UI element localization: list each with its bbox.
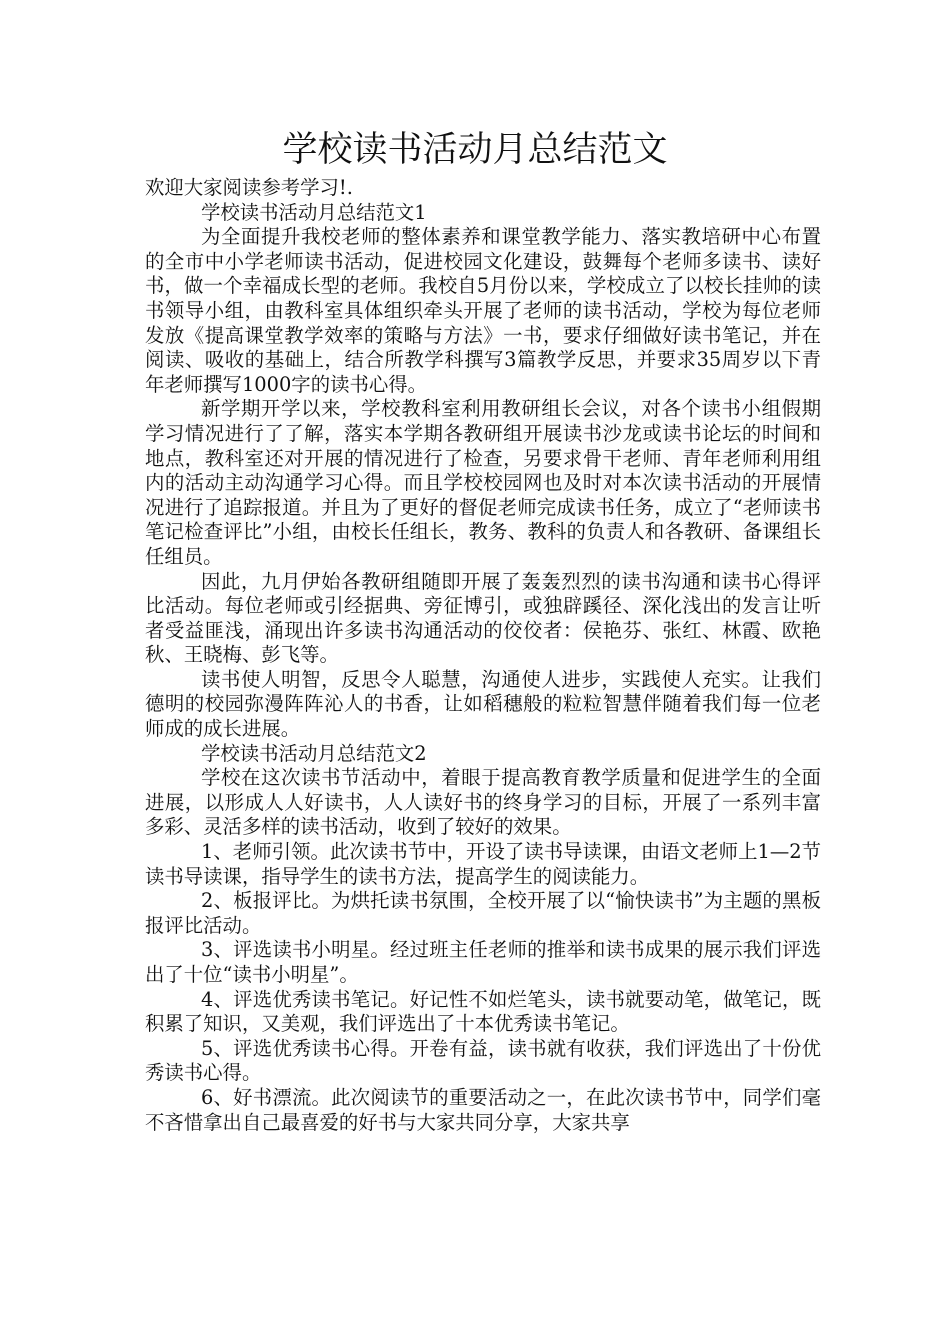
list-item: 4、评选优秀读书笔记。好记性不如烂笔头，读书就要动笔，做笔记，既积累了知识，又美观，我们评选出了十本优秀读书笔记。: [145, 987, 821, 1036]
list-item: 6、好书漂流。此次阅读节的重要活动之一，在此次读书节中，同学们毫不吝惜拿出自己最喜爱的好书与大家共同分享，大家共享: [145, 1085, 821, 1134]
intro-line: 欢迎大家阅读参考学习!.: [145, 176, 353, 199]
list-item: 5、评选优秀读书心得。开卷有益，读书就有收获，我们评选出了十份优秀读书心得。: [145, 1036, 821, 1085]
body-paragraph: 因此，九月伊始各教研组随即开展了轰轰烈烈的读书沟通和读书心得评比活动。每位老师或引经据典、旁征博引，或独辟蹊径、深化浅出的发言让听者受益匪浅，涌现出许多读书沟通活动的佼佼者：侯艳芬、张红、林霞、欧艳秋、王晓梅、彭飞等。: [145, 569, 821, 667]
section-heading-1: 学校读书活动月总结范文1: [201, 200, 427, 224]
body-paragraph: 为全面提升我校老师的整体素养和课堂教学能力、落实教培研中心布置的全市中小学老师读书活动，促进校园文化建设，鼓舞每个老师多读书、读好书，做一个幸福成长型的老师。我校自5月份以来，学校成立了以校长挂帅的读书领导小组，由教科室具体组织牵头开展了老师的读书活动，学校为每位老师发放《提高课堂教学效率的策略与方法》一书，要求仔细做好读书笔记，并在阅读、吸收的基础上，结合所教学科撰写3篇教学反思，并要求35周岁以下青年老师撰写1000字的读书心得。: [145, 225, 821, 396]
body-paragraph: 学校在这次读书节活动中，着眼于提高教育教学质量和促进学生的全面进展，以形成人人好读书，人人读好书的终身学习的目标，开展了一系列丰富多彩、灵活多样的读书活动，收到了较好的效果。: [145, 766, 821, 839]
body-paragraph: 读书使人明智，反思令人聪慧，沟通使人进步，实践使人充实。让我们德明的校园弥漫阵阵沁人的书香，让如稻穗般的粒粒智慧伴随着我们每一位老师成的成长进展。: [145, 667, 821, 741]
body-paragraph: 新学期开学以来，学校教科室利用教研组长会议，对各个读书小组假期学习情况进行了了解，落实本学期各教研组开展读书沙龙或读书论坛的时间和地点，教科室还对开展的情况进行了检查，另要求骨干老师、青年老师利用组内的活动主动沟通学习心得。而且学校校园网也及时对本次读书活动的开展情况进行了追踪报道。并且为了更好的督促老师完成读书任务，成立了“老师读书笔记检查评比”小组，由校长任组长，教务、教科的负责人和各教研、备课组长任组员。: [145, 397, 821, 568]
section-heading-2: 学校读书活动月总结范文2: [201, 741, 427, 765]
list-item: 3、评选读书小明星。经过班主任老师的推举和读书成果的展示我们评选出了十位“读书小明星”。: [145, 938, 821, 986]
list-item: 2、板报评比。为烘托读书氛围，全校开展了以“愉快读书”为主题的黑板报评比活动。: [145, 889, 821, 937]
document-title: 学校读书活动月总结范文: [282, 130, 668, 170]
document-body: [145, 176, 821, 1135]
list-item: 1、老师引领。此次读书节中，开设了读书导读课，由语文老师上1—2节读书导读课，指导学生的读书方法，提高学生的阅读能力。: [145, 840, 821, 888]
